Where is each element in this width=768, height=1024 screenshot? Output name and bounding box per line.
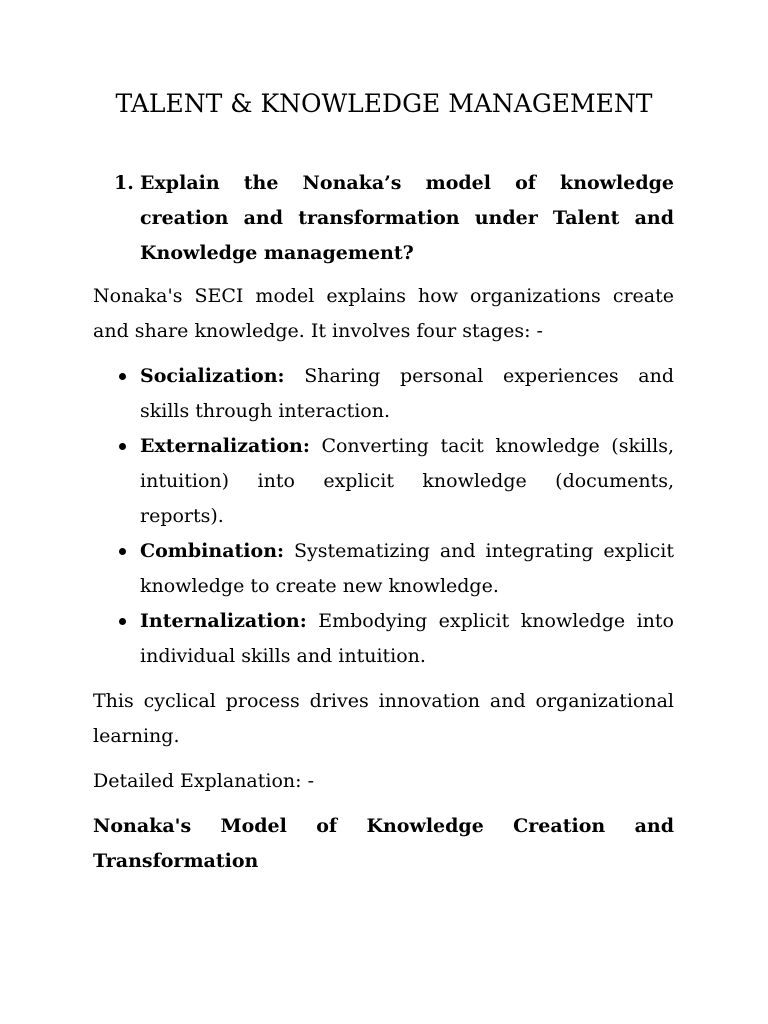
- list-item: [93, 604, 674, 674]
- summary-paragraph: This cyclical process drives innovation and organizational learning.: [93, 690, 674, 747]
- stage-term: Combination:: [140, 540, 285, 562]
- bullet-icon: [119, 618, 126, 625]
- intro-paragraph: Nonaka's SECI model explains how organizations create and share knowledge. It involves four stages: -: [93, 285, 674, 342]
- stage-term: Internalization:: [140, 610, 307, 632]
- stage-term: Socialization:: [140, 365, 285, 387]
- stage-term: Externalization:: [140, 435, 310, 457]
- stages-list: [93, 359, 674, 674]
- bullet-icon: [119, 373, 126, 380]
- question-item: [114, 166, 674, 271]
- section-heading: Nonaka's Model of Knowledge Creation and Transformation: [93, 815, 674, 872]
- bullet-icon: [119, 548, 126, 555]
- stage-description: Sharing personal experiences and skills through interaction.: [140, 365, 675, 422]
- document-title: TALENT & KNOWLEDGE MANAGEMENT: [115, 89, 653, 118]
- list-item: [93, 534, 674, 604]
- list-item: [93, 359, 674, 429]
- stage-description: Converting tacit knowledge (skills, intuition) into explicit knowledge (documents, reports).: [140, 435, 674, 527]
- stage-description: Systematizing and integrating explicit knowledge to create new knowledge.: [140, 540, 674, 597]
- list-item: [93, 429, 674, 534]
- question-number: 1.: [114, 172, 134, 194]
- detailed-explanation-label: Detailed Explanation: -: [93, 770, 315, 792]
- bullet-icon: [119, 443, 126, 450]
- question-text: Explain the Nonaka’s model of knowledge creation and transformation under Talent and Knowledge management?: [140, 172, 674, 264]
- stage-description: Embodying explicit knowledge into individual skills and intuition.: [140, 610, 674, 667]
